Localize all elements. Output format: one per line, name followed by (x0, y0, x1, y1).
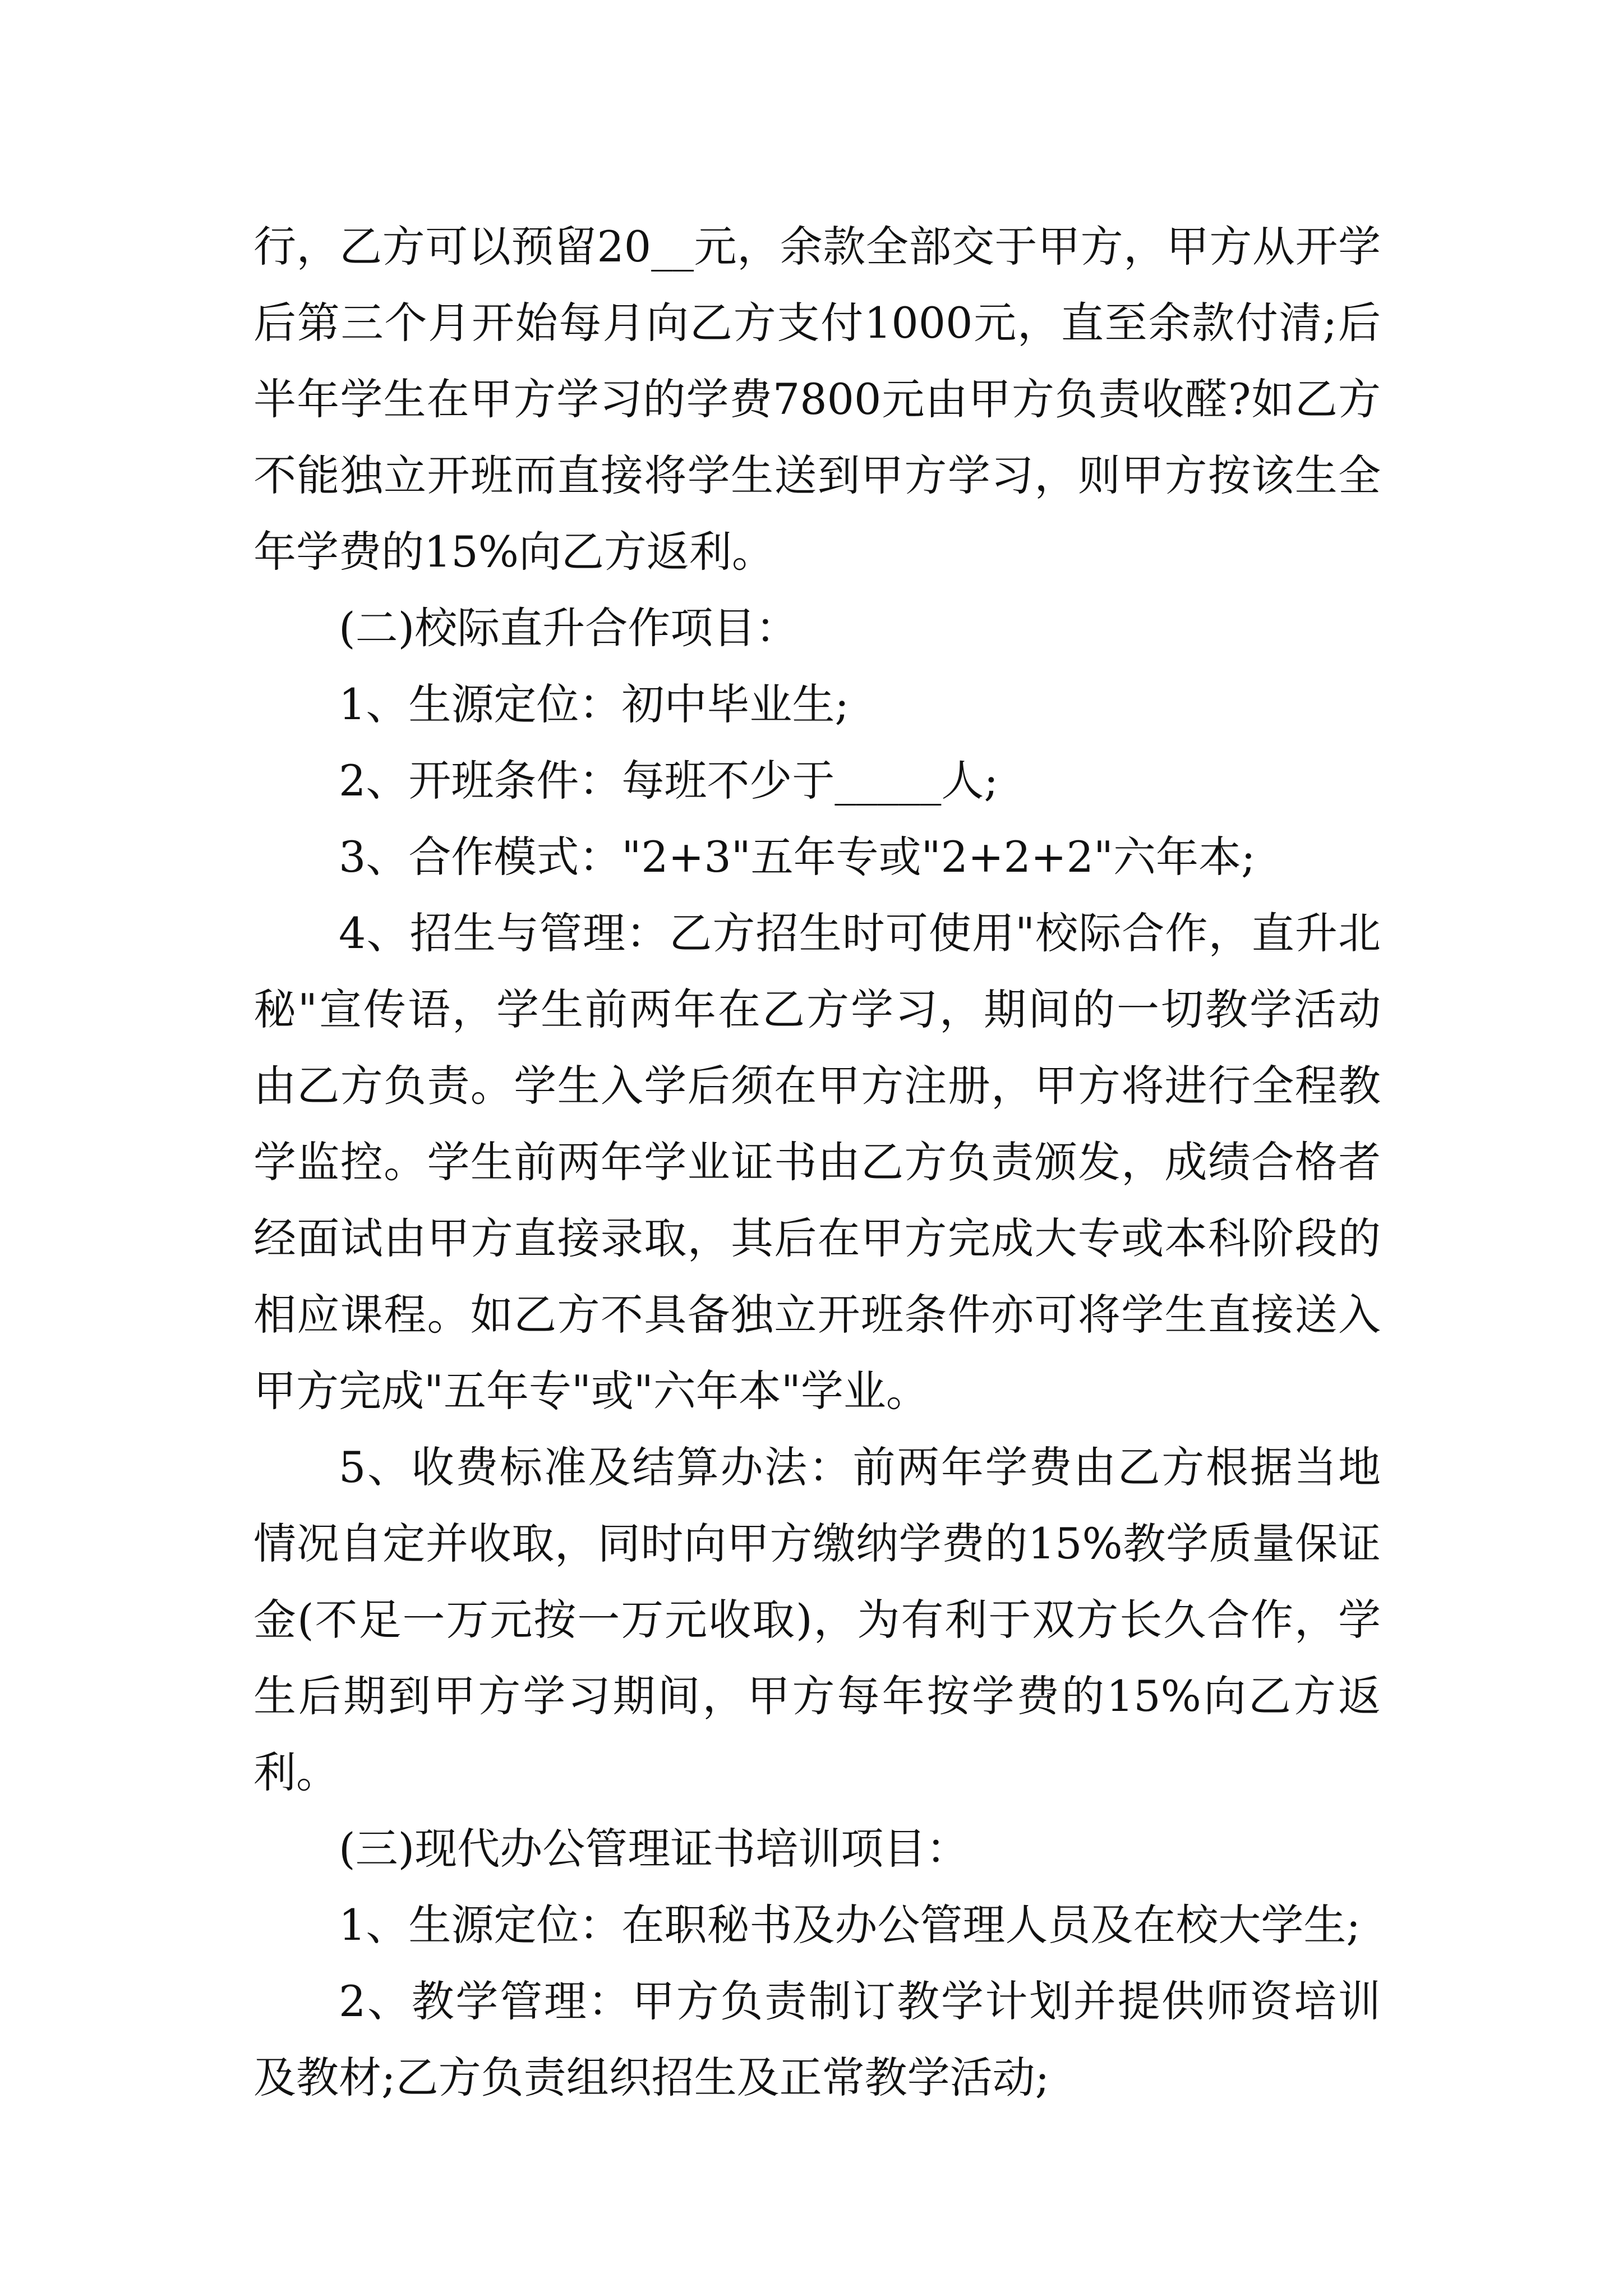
document-body (253, 209, 1381, 2116)
paragraph-continuation: 行，乙方可以预留20__元，余款全部交于甲方，甲方从开学后第三个月开始每月向乙方支付1000元，直至余款付清;后半年学生在甲方学习的学费7800元由甲方负责收醛?如乙方不能独立开班而直接将学生送到甲方学习，则甲方按该生全年学费的15%向乙方返利。 (253, 222, 1381, 577)
list-item-enrollment-management: 4、招生与管理：乙方招生时可使用"校际合作，直升北秘"宣传语，学生前两年在乙方学习，期间的一切教学活动由乙方负责。学生入学后须在甲方注册，甲方将进行全程教学监控。学生前两年学业证书由乙方负责颁发，成绩合格者经面试由甲方直接录取，其后在甲方完成大专或本科阶段的相应课程。如乙方不具备独立开班条件亦可将学生直接送入甲方完成"五年专"或"六年本"学业。 (253, 908, 1381, 1416)
list-item-class-condition: 2、开班条件：每班不少于_____人; (339, 756, 998, 806)
list-item-fee-settlement: 5、收费标准及结算办法：前两年学费由乙方根据当地情况自定并收取，同时向甲方缴纳学费的15%教学质量保证金(不足一万元按一万元收取)，为有利于双方长久合作，学生后期到甲方学习期间，甲方每年按学费的15%向乙方返利。 (253, 1442, 1381, 1797)
list-item-teaching-management: 2、教学管理：甲方负责制订教学计划并提供师资培训及教材;乙方负责组织招生及正常教学活动; (253, 1976, 1381, 2102)
section-heading-two: (二)校际直升合作项目： (339, 603, 799, 653)
list-item-student-source-office: 1、生源定位：在职秘书及办公管理人员及在校大学生; (339, 1900, 1361, 1950)
list-item-cooperation-mode: 3、合作模式："2+3"五年专或"2+2+2"六年本; (339, 832, 1256, 882)
section-heading-three: (三)现代办公管理证书培训项目： (339, 1824, 969, 1874)
list-item-student-source: 1、生源定位：初中毕业生; (339, 679, 849, 729)
